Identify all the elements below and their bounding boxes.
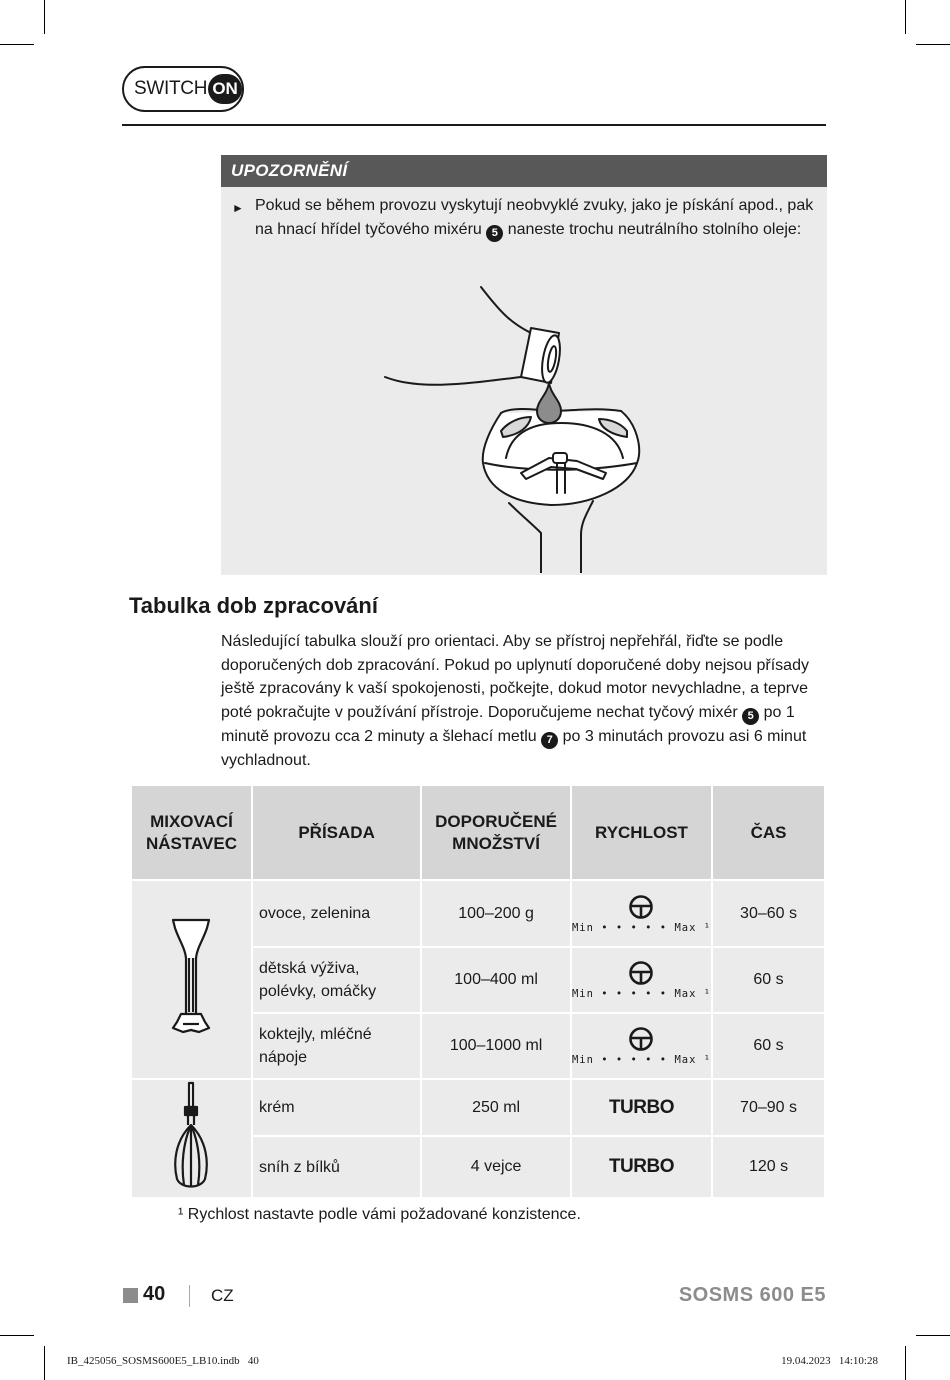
crop-mark (905, 0, 906, 34)
ingredient-cell: dětská výživa, polévky, omáčky (252, 947, 421, 1013)
intro-text-1: Následující tabulka slouží pro orientaci. Aby se přístroj nepřehřál, řiďte se podle doporučených dob zpracování. Pokud po uplynutí doporučené doby nejsou přísady ještě zpracovány k vaší spokojenosti, počkejte, dokud motor nevychladne, a teprve poté pokračujte v používání přístroje. Doporučujeme nechat tyčový mixér (221, 633, 809, 721)
crop-mark (916, 44, 950, 45)
warning-heading: UPOZORNĚNÍ (221, 155, 827, 187)
crop-mark (916, 1335, 950, 1336)
ref-number-badge: 5 (486, 225, 503, 242)
speed-dial-icon (628, 960, 654, 986)
logo-on-badge: ON (208, 74, 242, 104)
ref-number-badge: 5 (742, 708, 759, 725)
speed-scale: Min • • • • • Max ¹ (571, 988, 712, 1000)
brand-logo (122, 66, 244, 112)
time-cell: 30–60 s (712, 880, 825, 947)
whisk-icon (171, 1081, 211, 1191)
time-cell: 60 s (712, 1013, 825, 1079)
header-time: ČAS (712, 785, 825, 880)
warning-box (221, 155, 827, 575)
header-rule (122, 124, 826, 126)
crop-mark (905, 1346, 906, 1380)
crop-mark (0, 44, 34, 45)
time-cell: 60 s (712, 947, 825, 1013)
print-slug-datetime: 19.04.2023 14:10:28 (781, 1355, 878, 1367)
speed-dial-icon (628, 894, 654, 920)
amount-cell: 100–200 g (421, 880, 571, 947)
speed-scale: Min • • • • • Max ¹ (571, 1054, 712, 1066)
amount-cell: 100–1000 ml (421, 1013, 571, 1079)
ref-number-badge: 7 (541, 732, 558, 749)
ingredient-cell: krém (252, 1079, 421, 1136)
attachment-cell (131, 1079, 252, 1198)
header-attachment: MIXOVACÍ NÁSTAVEC (131, 785, 252, 880)
logo-text: SWITCH (134, 78, 208, 99)
warning-text-after: naneste trochu neutrálního stolního oleje: (507, 221, 802, 238)
speed-scale: Min • • • • • Max ¹ (571, 921, 712, 934)
blender-shaft-icon (169, 918, 213, 1036)
intro-text-3: po 3 minutách provozu asi 6 minut vychladnout. (221, 727, 807, 769)
table-row (131, 1079, 825, 1136)
bullet-arrow-icon: ► (232, 201, 244, 215)
turbo-label: TURBO (608, 1096, 675, 1118)
speed-cell (571, 880, 712, 947)
warning-text-before: Pokud se během provozu vyskytují neobvyklé zvuky, jako je pískání apod., pak na hnací hřídel tyčového mixéru (255, 197, 814, 238)
ingredient-cell: ovoce, zelenina (252, 880, 421, 947)
amount-cell: 100–400 ml (421, 947, 571, 1013)
section-intro (221, 630, 827, 773)
ingredient-cell: koktejly, mléčné nápoje (252, 1013, 421, 1079)
page-marker-square (123, 1288, 138, 1303)
crop-mark (44, 0, 45, 34)
time-cell: 70–90 s (712, 1079, 825, 1136)
header-speed: RYCHLOST (571, 785, 712, 880)
amount-cell: 4 vejce (421, 1136, 571, 1198)
speed-cell (571, 947, 712, 1013)
header-ingredient: PŘÍSADA (252, 785, 421, 880)
print-slug-file: IB_425056_SOSMS600E5_LB10.indb 40 (67, 1355, 259, 1367)
table-row (131, 880, 825, 947)
crop-mark (44, 1346, 45, 1380)
intro-text-2: po 1 minutě provozu cca 2 minuty a šlehací metlu (221, 703, 795, 745)
attachment-cell (131, 880, 252, 1079)
header-amount: DOPORUČENÉ MNOŽSTVÍ (421, 785, 571, 880)
table-header-row (131, 785, 825, 880)
model-name: SOSMS 600 E5 (678, 1284, 826, 1306)
oil-drop-illustration-icon (381, 283, 651, 573)
footer-divider (189, 1285, 190, 1307)
ingredient-cell: sníh z bílků (252, 1136, 421, 1198)
processing-table (130, 784, 826, 1199)
language-code: CZ (211, 1286, 234, 1305)
warning-item (221, 187, 827, 242)
speed-dial-icon (628, 1026, 654, 1052)
page-number: 40 (143, 1283, 166, 1305)
speed-cell (571, 1079, 712, 1136)
section-title: Tabulka dob zpracování (129, 593, 378, 618)
time-cell: 120 s (712, 1136, 825, 1198)
footnote: ¹ Rychlost nastavte podle vámi požadované konzistence. (178, 1206, 581, 1223)
amount-cell: 250 ml (421, 1079, 571, 1136)
crop-mark (0, 1335, 34, 1336)
turbo-label: TURBO (608, 1156, 675, 1177)
speed-cell (571, 1013, 712, 1079)
speed-cell (571, 1136, 712, 1198)
